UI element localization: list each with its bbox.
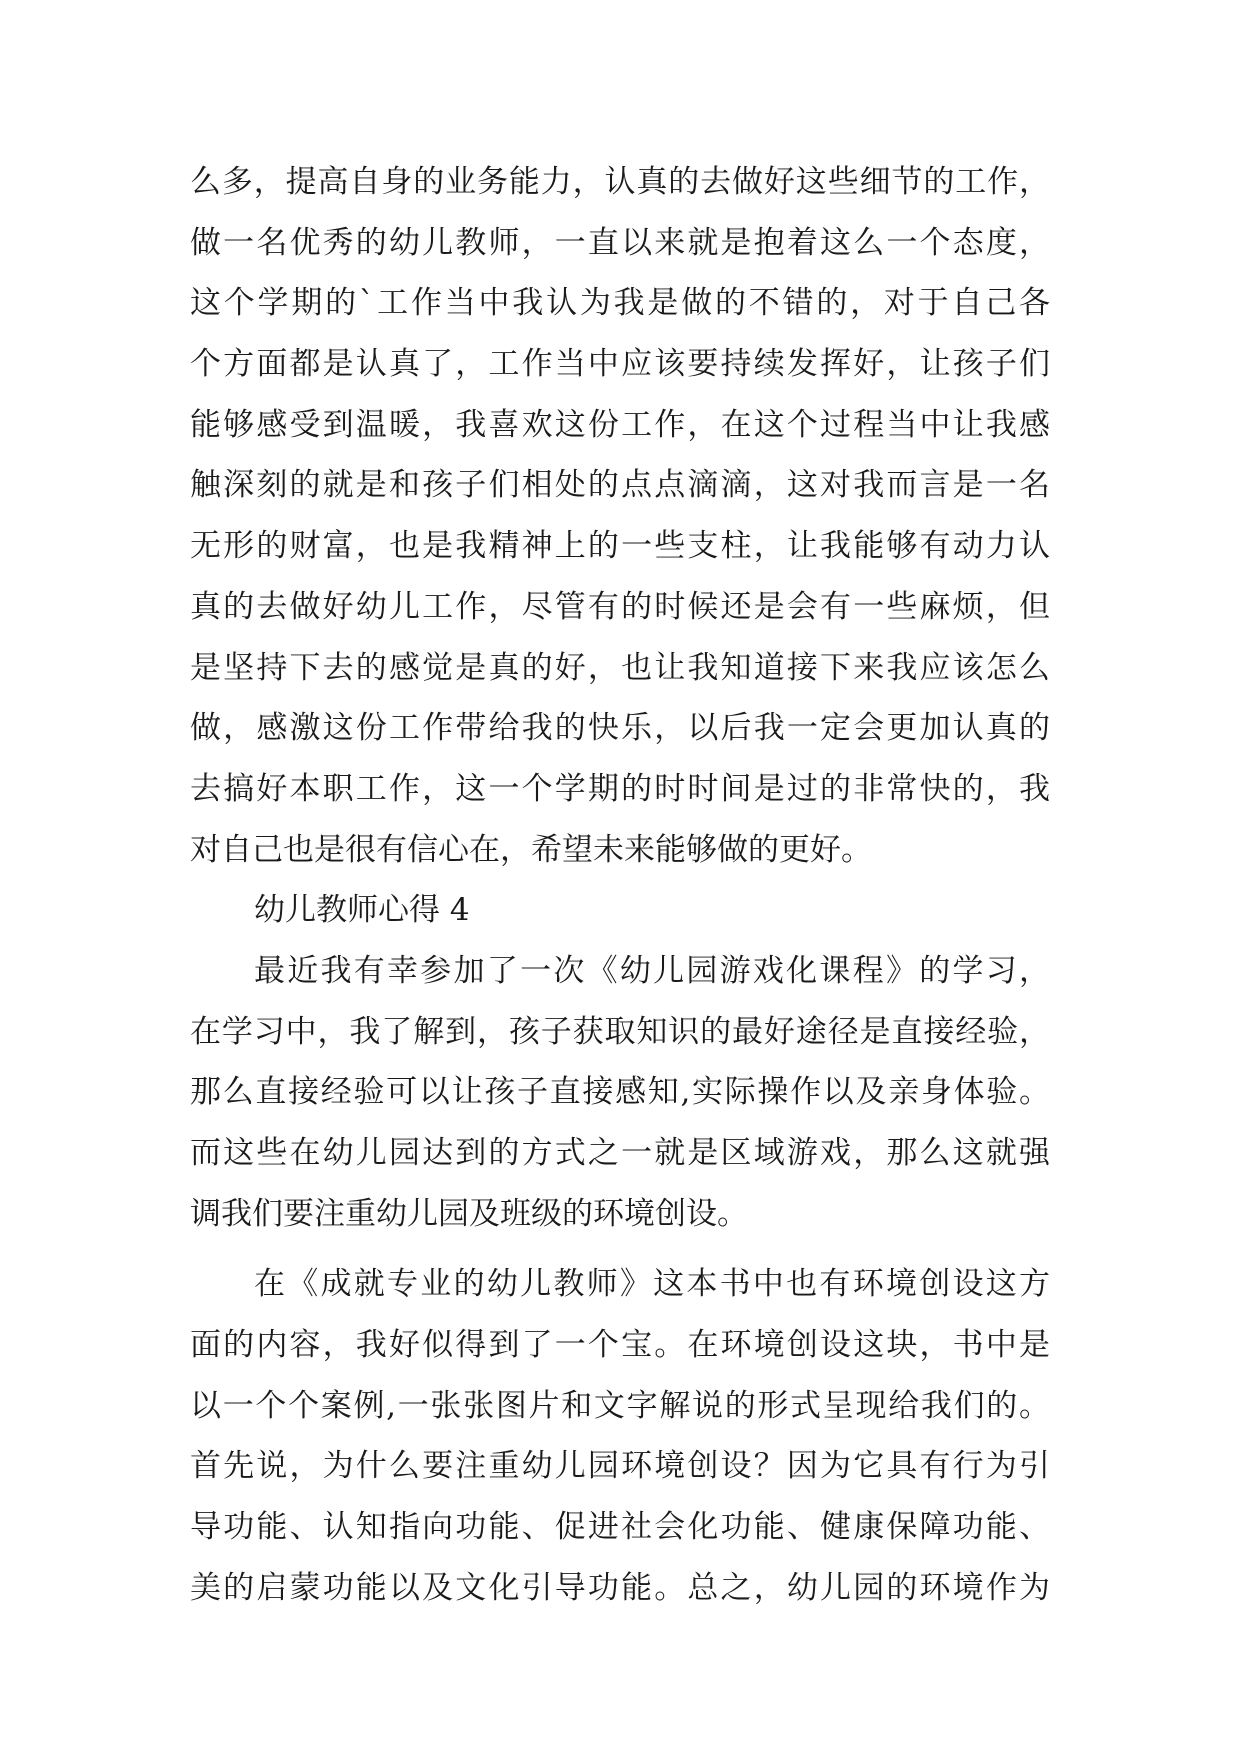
text-line: 美的启蒙功能以及文化引导功能。总之，幼儿园的环境作为 — [190, 1569, 1050, 1606]
text-line: 无形的财富，也是我精神上的一些支柱，让我能够有动力认 — [190, 528, 1050, 565]
document-body — [190, 152, 1050, 1619]
text-line: 在学习中，我了解到，孩子获取知识的最好途径是直接经验， — [190, 1013, 1050, 1050]
text-line: 这个学期的`工作当中我认为我是做的不错的，对于自己各 — [190, 285, 1050, 322]
text-line: 做一名优秀的幼儿教师，一直以来就是抱着这么一个态度， — [190, 224, 1050, 261]
text-line: 么多，提高自身的业务能力，认真的去做好这些细节的工作， — [190, 164, 1050, 200]
text-line: 触深刻的就是和孩子们相处的点点滴滴，这对我而言是一名 — [190, 467, 1050, 504]
text-line: 对自己也是很有信心在，希望未来能够做的更好。 — [190, 831, 872, 868]
text-line: 去搞好本职工作，这一个学期的时时间是过的非常快的，我 — [190, 770, 1050, 807]
text-line: 而这些在幼儿园达到的方式之一就是区域游戏，那么这就强 — [190, 1135, 1050, 1171]
text-line: 以一个个案例,一张张图片和文字解说的形式呈现给我们的。 — [190, 1387, 1050, 1424]
paragraph-gap — [190, 1244, 1050, 1254]
paragraph — [190, 1254, 1050, 1618]
section-heading: 幼儿教师心得 4 — [254, 892, 470, 929]
text-line: 面的内容，我好似得到了一个宝。在环境创设这块，书中是 — [190, 1327, 1050, 1364]
text-line: 真的去做好幼儿工作，尽管有的时候还是会有一些麻烦，但 — [190, 588, 1050, 625]
text-line: 是坚持下去的感觉是真的好，也让我知道接下来我应该怎么 — [190, 649, 1050, 686]
text-line: 能够感受到温暖，我喜欢这份工作，在这个过程当中让我感 — [190, 406, 1050, 443]
continued-paragraph — [190, 152, 1050, 880]
text-line: 个方面都是认真了，工作当中应该要持续发挥好，让孩子们 — [190, 346, 1050, 383]
text-line: 那么直接经验可以让孩子直接感知,实际操作以及亲身体验。 — [190, 1074, 1050, 1111]
text-line: 导功能、认知指向功能、促进社会化功能、健康保障功能、 — [190, 1509, 1050, 1546]
text-line: 首先说，为什么要注重幼儿园环境创设？因为它具有行为引 — [190, 1448, 1050, 1485]
text-line: 在《成就专业的幼儿教师》这本书中也有环境创设这方 — [254, 1266, 1050, 1303]
text-line: 最近我有幸参加了一次《幼儿园游戏化课程》的学习， — [254, 952, 1050, 989]
paragraph — [190, 941, 1050, 1244]
text-line: 调我们要注重幼儿园及班级的环境创设。 — [190, 1195, 748, 1232]
text-line: 做，感激这份工作带给我的快乐，以后我一定会更加认真的 — [190, 710, 1050, 747]
